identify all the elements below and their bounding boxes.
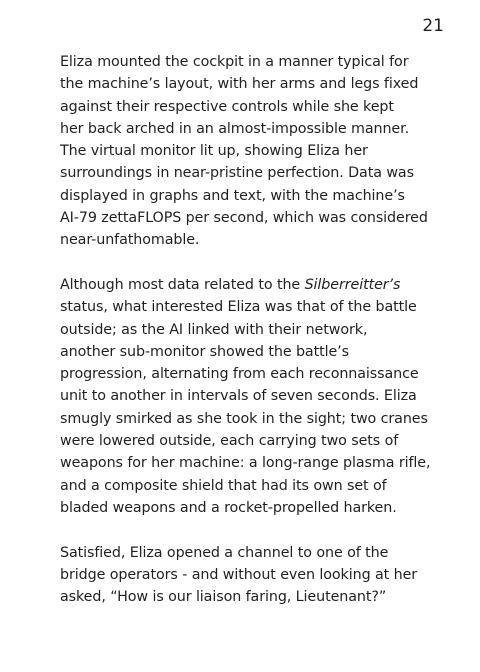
text-line: outside; as the AI linked with their network, [60,321,368,338]
text-line [60,274,432,296]
text-line: were lowered outside, each carrying two sets of [60,433,399,450]
text-line: bridge operators - and without even looking at her [60,566,418,583]
paragraph-3 [60,542,432,609]
text-line: The virtual monitor lit up, showing Eliza her [60,143,368,160]
text-line: and a composite shield that had its own set of [60,477,387,494]
text-line: the machine’s layout, with her arms and legs fixed [60,76,419,93]
text-line: asked, “How is our liaison faring, Lieutenant?” [60,589,387,606]
text-line: surroundings in near-pristine perfection. Data was [60,165,414,182]
text-line: Eliza mounted the cockpit in a manner typical for [60,54,409,70]
text-line: status, what interested Eliza was that of the battle [60,299,417,316]
ship-name: Silberreitter’s [304,276,401,293]
text-line: near-unfathomable. [60,232,200,249]
text-line: weapons for her machine: a long-range plasma rifle, [60,455,431,472]
text-line: progression, alternating from each reconnaissance [60,366,419,383]
text-line: displayed in graphs and text, with the machine’s [60,187,405,204]
text-line: her back arched in an almost-impossible manner. [60,120,410,137]
text-line: unit to another in intervals of seven seconds. Eliza [60,388,417,405]
text-line: bladed weapons and a rocket-propelled harken. [60,499,397,516]
text-run: Although most data related to the [60,276,305,293]
paragraph-1 [60,51,432,252]
text-line: another sub-monitor showed the battle’s [60,343,349,360]
page-number: 21 [422,16,444,36]
text-line: smugly smirked as she took in the sight; two cranes [60,410,428,427]
text-line: against their respective controls while she kept [60,98,394,115]
text-line: Satisfied, Eliza opened a channel to one of the [60,544,389,561]
paragraph-2 [60,274,432,519]
text-line: AI-79 zettaFLOPS per second, which was considered [60,210,428,227]
page-body [60,51,432,608]
